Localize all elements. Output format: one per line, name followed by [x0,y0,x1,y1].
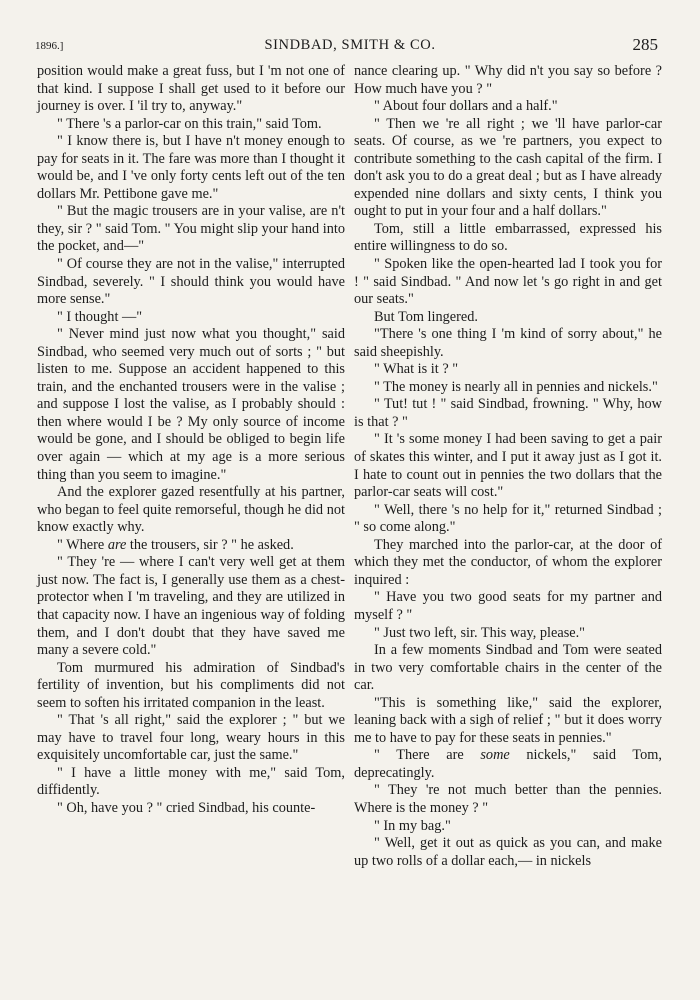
paragraph: " In my bag." [374,817,451,834]
paragraph: " Well, get it out as quick as you can, and make up two rolls of a dollar each,— in nickels [354,835,662,869]
paragraph: position would make a great fuss, but I 'm not one of that kind. I suppose I shall get used to it before our journey is over. I 'il try to, anyway." [37,63,345,115]
running-header-year: 1896.] [35,40,64,52]
text-run: " There are [374,747,481,764]
running-header-title: SINDBAD, SMITH & CO. [264,37,436,53]
paragraph: " It 's some money I had been saving to get a pair of skates this winter, and I put it away just as I got it. I hate to count out in pennies the two dollars that the parlor-car seats will cost." [354,431,662,501]
paragraph: " They 're — where I can't very well get at them just now. The fact is, I generally use them as a chest-protector when I 'm traveling, and they are utilized in that capacity now. I have an ingenious way of folding them, and I don't doubt that they have saved me many a severe cold." [37,554,345,659]
paragraph: " But the magic trousers are in your valise, are n't they, sir ? " said Tom. " You might slip your hand into the pocket, and—" [37,203,345,255]
paragraph: " I know there is, but I have n't money enough to pay for seats in it. The fare was more than I thought it would be, and I 've only forty cents left out of the ten dollars Mr. Pettibone gave me." [37,133,345,202]
paragraph [354,747,662,782]
paragraph: " Well, there 's no help for it," returned Sindbad ; " so come along." [354,501,662,536]
paragraph: In a few moments Sindbad and Tom were seated in two very comfortable chairs in the center of the car. [354,642,662,694]
paragraph: Tom murmured his admiration of Sindbad's fertility of invention, but his compliments did not seem to soften his irritated companion in the least. [37,659,345,711]
paragraph: nance clearing up. " Why did n't you say so before ? How much have you ? " [354,63,662,97]
italic-text: are [107,536,127,553]
text-run: " Where [57,536,108,553]
paragraph: " Oh, have you ? " cried Sindbad, his counte- [57,799,316,816]
paragraph: But Tom lingered. [374,308,478,325]
page-number: 285 [632,35,658,54]
paragraph [37,537,345,555]
paragraph: " Have you two good seats for my partner and myself ? " [354,589,662,623]
paragraph: " The money is nearly all in pennies and nickels." [374,378,658,395]
paragraph: "This is something like," said the explorer, leaning back with a sigh of relief ; " but it does worry me to have to pay for these seats in pennies." [354,694,662,746]
paragraph: " Of course they are not in the valise," interrupted Sindbad, severely. " I should think you would have more sense." [37,256,345,308]
paragraph: " Tut! tut ! " said Sindbad, frowning. " Why, how is that ? " [354,396,662,430]
paragraph: Tom, still a little embarrassed, expressed his entire willingness to do so. [354,220,662,255]
paragraph: " That 's all right," said the explorer ; " but we may have to travel four long, weary hours in this exquisitely uncomfortable car, just the same." [37,712,345,764]
text-run: nickels," said Tom, deprecatingly. [354,747,662,781]
paragraph: "There 's one thing I 'm kind of sorry about," he said sheepishly. [354,326,662,360]
italic-text: some [480,747,510,764]
paragraph: " What is it ? " [374,361,459,378]
paragraph: They marched into the parlor-car, at the door of which they met the conductor, of whom the explorer inquired : [354,536,662,588]
paragraph: " Never mind just now what you thought," said Sindbad, who seemed very much out of sorts ; " but listen to me. Suppose an accident happened to this train, and the enchanted trousers were in the valise ; and suppose I lost the valise, as I probably should : then where would I be ? My only source of income would be gone, and I should be obliged to begin life over again — which at my age is a more serious thing than you seem to imagine." [37,326,345,483]
paragraph: " They 're not much better than the pennies. Where is the money ? " [354,782,662,816]
paragraph: " About four dollars and a half." [374,98,558,115]
paragraph: " Spoken like the open-hearted lad I took you for ! " said Sindbad. " And now let 's go right in and get our seats." [354,256,662,308]
paragraph: " I have a little money with me," said Tom, diffidently. [37,764,345,799]
paragraph: " There 's a parlor-car on this train," said Tom. [57,115,322,132]
right-column [354,63,662,870]
left-column [37,63,345,818]
paragraph: And the explorer gazed resentfully at his partner, who began to feel quite remorseful, though he did not know exactly why. [37,484,345,536]
paragraph: " I thought —" [57,308,143,325]
paragraph: " Then we 're all right ; we 'll have parlor-car seats. Of course, as we 're partners, you expect to contribute something to the cash capital of the firm. I don't ask you to do a great deal ; but as I have already expended nine dollars and sixty cents, I think you ought to put in your four and a half dollars." [354,115,662,220]
text-run: the trousers, sir ? " he asked. [126,536,294,553]
paragraph: " Just two left, sir. This way, please." [374,624,586,641]
